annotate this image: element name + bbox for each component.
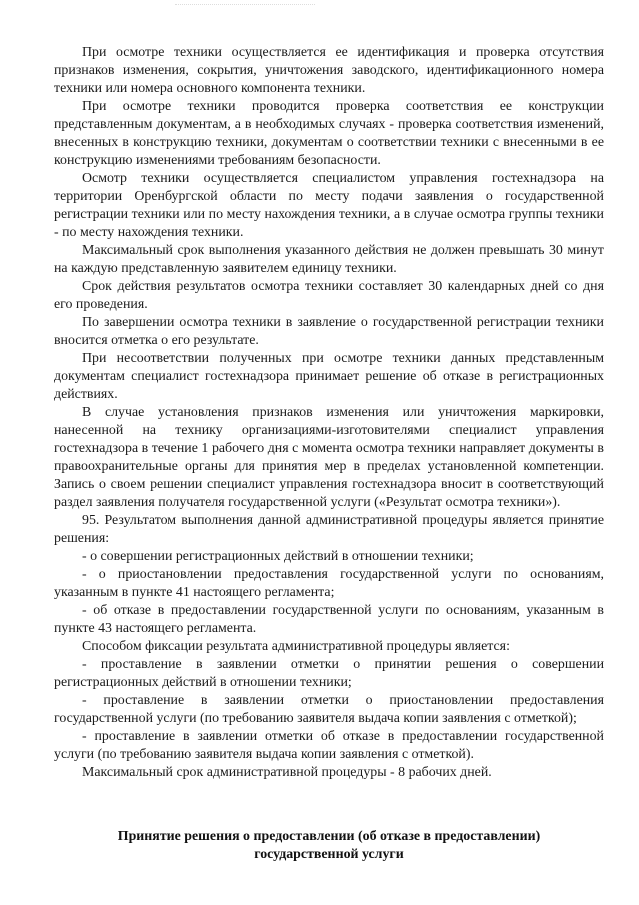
- paragraph: Способом фиксации результата административной процедуры является:: [82, 639, 510, 654]
- paragraph: При осмотре техники проводится проверка соответствия ее конструкции представленным документам, а в необходимых случаях - проверка соответствия изменений, внесенных в конструкцию техники, документам о соответствии техники с внесенными в ее конструкцию изменениями требованиям безопасности.: [54, 99, 604, 168]
- paragraph: При осмотре техники осуществляется ее идентификация и проверка отсутствия признаков изменения, сокрытия, уничтожения заводского, идентификационного номера техники или номера основного компонента техники.: [54, 45, 604, 96]
- document-body: [54, 44, 604, 782]
- list-item: - проставление в заявлении отметки о приостановлении предоставления государственной услуги (по требованию заявителя выдача копии заявления с отметкой);: [54, 693, 604, 726]
- list-item: - о совершении регистрационных действий в отношении техники;: [82, 549, 474, 564]
- scan-artifact: [175, 4, 315, 11]
- section-heading-line: государственной услуги: [254, 847, 404, 862]
- list-item: - об отказе в предоставлении государственной услуги по основаниям, указанным в пункте 43 настоящего регламента.: [54, 603, 604, 636]
- list-item: - проставление в заявлении отметки о принятии решения о совершении регистрационных действий в отношении техники;: [54, 657, 604, 690]
- paragraph: Максимальный срок административной процедуры - 8 рабочих дней.: [82, 765, 492, 780]
- paragraph: Срок действия результатов осмотра техники составляет 30 календарных дней со дня его проведения.: [54, 279, 604, 312]
- paragraph: Максимальный срок выполнения указанного действия не должен превышать 30 минут на каждую представленную заявителем единицу техники.: [54, 243, 604, 276]
- paragraph: В случае установления признаков изменения или уничтожения маркировки, нанесенной на технику организациями-изготовителями специалист управления гостехнадзора в течение 1 рабочего дня с момента осмотра техники направляет документы в правоохранительные органы для принятия мер в пределах установленной компетенции. Запись о своем решении специалист управления гостехнадзора вносит в соответствующий раздел заявления получателя государственной услуги («Результат осмотра техники»).: [54, 405, 604, 510]
- paragraph: По завершении осмотра техники в заявление о государственной регистрации техники вносится отметка о его результате.: [54, 315, 604, 348]
- list-item: - проставление в заявлении отметки об отказе в предоставлении государственной услуги (по требованию заявителя выдача копии заявления с отметкой).: [54, 729, 604, 762]
- list-item: - о приостановлении предоставления государственной услуги по основаниям, указанным в пункте 41 настоящего регламента;: [54, 567, 604, 600]
- paragraph: При несоответствии полученных при осмотре техники данных представленным документам специалист гостехнадзора принимает решение об отказе в регистрационных действиях.: [54, 351, 604, 402]
- paragraph: 95. Результатом выполнения данной административной процедуры является принятие решения:: [54, 513, 604, 546]
- section-heading-line: Принятие решения о предоставлении (об отказе в предоставлении): [117, 829, 541, 844]
- section-heading: [54, 828, 604, 864]
- paragraph: Осмотр техники осуществляется специалистом управления гостехнадзора на территории Оренбургской области по месту подачи заявления о государственной регистрации техники или по месту нахождения техники, а в случае осмотра группы техники - по месту нахождения техники.: [54, 171, 604, 240]
